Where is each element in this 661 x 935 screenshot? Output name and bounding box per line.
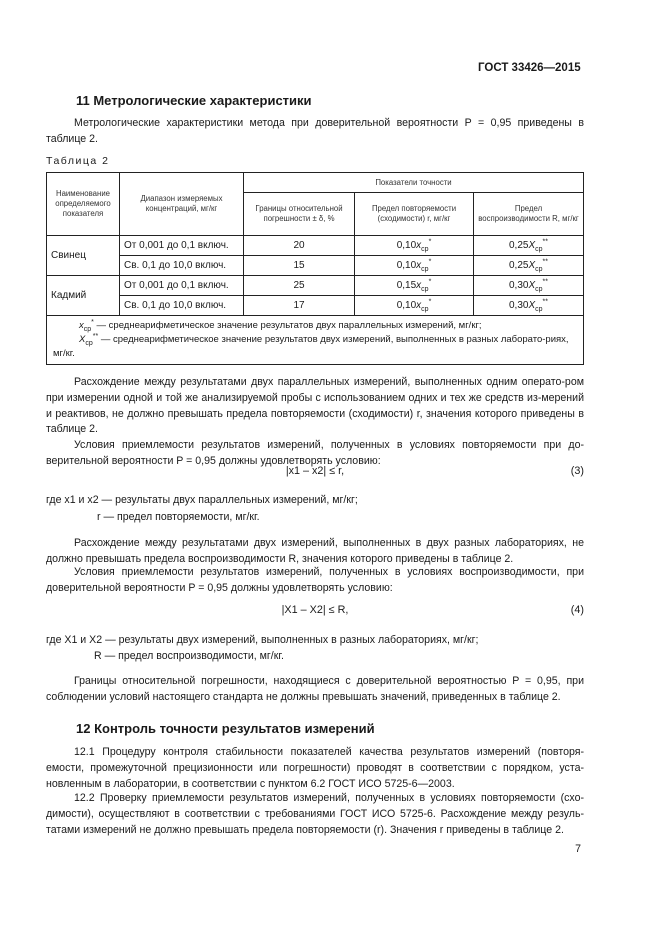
section-12-1: 12.1 Процедуру контроля стабильности показателей качества результатов измерений (повторя-емости, промежуточной прецизионности или погрешности) проводят в соответствии с порядком, уста-новленным в лаборатории, в соответствии с пунктом 6.2 ГОСТ ИСО 5725-6—2003. bbox=[46, 746, 584, 790]
where-3-line-2: r — предел повторяемости, мг/кг. bbox=[97, 511, 260, 523]
body-paragraph-1: Расхождение между результатами двух параллельных измерений, выполненных одним операто-ром при измерении одной и той же анализируемой пробы с использованием одних и тех же средств из-мерений и реактивов, не должно превышать предела повторяемости (сходимости) r, значения которого приведены в таблице 2. bbox=[46, 376, 584, 436]
cell-range: Св. 0,1 до 10,0 включ. bbox=[120, 296, 244, 316]
table-row bbox=[47, 256, 584, 276]
standard-number: ГОСТ 33426—2015 bbox=[478, 62, 581, 74]
body-paragraph-4: Условия приемлемости результатов измерений, полученных в условиях воспроизводимости, при доверительной вероятности P = 0,95 должны удовлетворять условию: bbox=[46, 566, 584, 594]
cell-name: Кадмий bbox=[47, 276, 120, 316]
cell-delta: 15 bbox=[244, 256, 355, 276]
cell-repro: $0,30X_{ср}^{**}$ bbox=[474, 296, 584, 316]
table-note-1: $x_{ср}^*$ — среднеарифметическое значение результатов двух параллельных измерений, мг/кг; bbox=[79, 318, 482, 333]
cell-repeat: $0,15x_{ср}^*$ bbox=[355, 276, 474, 296]
table-row bbox=[47, 276, 584, 296]
cell-repeat: $0,10x_{ср}^*$ bbox=[355, 236, 474, 256]
cell-range: Св. 0,1 до 10,0 включ. bbox=[120, 256, 244, 276]
col-head-repeat: Предел повторяемости (сходимости) r, мг/кг bbox=[355, 193, 474, 236]
formula-3-expression: |x1 – x2| ≤ r, bbox=[285, 465, 345, 477]
body-paragraph-3: Расхождение между результатами двух измерений, выполненных в двух разных лабораториях, не должно превышать предела воспроизводимости R, значения которого приведены в таблице 2. bbox=[46, 537, 584, 565]
section-12-2: 12.2 Проверку приемлемости результатов измерений, полученных в условиях повторяемости (схо-димости), осуществляют в соответствии с требованиями ГОСТ ИСО 5725-6. Расхождение между резуль-татами измерений не должно превышать предела повторяемости (r). Значения r приведены в таблице 2. bbox=[46, 792, 584, 836]
cell-name: Свинец bbox=[47, 236, 120, 276]
col-head-group: Показатели точности bbox=[244, 173, 584, 193]
section-11-title: 11 Метрологические характеристики bbox=[76, 93, 312, 108]
metrology-table bbox=[46, 172, 584, 365]
formula-4-number: (4) bbox=[570, 604, 584, 616]
cell-repro: $0,25X_{ср}^{**}$ bbox=[474, 256, 584, 276]
table-notes bbox=[47, 316, 584, 365]
cell-range: От 0,001 до 0,1 включ. bbox=[120, 276, 244, 296]
table-row bbox=[47, 236, 584, 256]
where-4-line-1: где X1 и X2 — результаты двух измерений, выполненных в разных лабораториях, мг/кг; bbox=[46, 634, 479, 646]
section-11-intro: Метрологические характеристики метода при доверительной вероятности P = 0,95 приведены в таблице 2. bbox=[46, 117, 584, 145]
cell-delta: 20 bbox=[244, 236, 355, 256]
col-head-range: Диапазон измеряемых концентраций, мг/кг bbox=[120, 173, 244, 236]
where-4-line-2: R — предел воспроизводимости, мг/кг. bbox=[94, 650, 284, 662]
col-head-name: Наименование определяемого показателя bbox=[47, 173, 120, 236]
cell-repeat: $0,10x_{ср}^*$ bbox=[355, 256, 474, 276]
cell-range: От 0,001 до 0,1 включ. bbox=[120, 236, 244, 256]
cell-delta: 17 bbox=[244, 296, 355, 316]
table-note-2: $X_{ср}^{**}$ — среднеарифметическое значение результатов двух измерений, выполненных в разных лаборато-риях, мг/кг. bbox=[53, 332, 569, 359]
cell-repeat: $0,10x_{ср}^*$ bbox=[355, 296, 474, 316]
col-head-bounds: Границы относительной погрешности ± δ, % bbox=[244, 193, 355, 236]
where-3-line-1: где x1 и x2 — результаты двух параллельных измерений, мг/кг; bbox=[46, 494, 358, 506]
page-number: 7 bbox=[575, 843, 581, 855]
formula-3-number: (3) bbox=[570, 465, 584, 477]
table-caption: Таблица 2 bbox=[46, 155, 110, 167]
body-paragraph-2: Условия приемлемости результатов измерений, полученных в условиях повторяемости при до-верительной вероятности P = 0,95 должны удовлетворять условию: bbox=[46, 439, 584, 467]
formula-4-expression: |X1 – X2| ≤ R, bbox=[281, 604, 349, 616]
table-row bbox=[47, 296, 584, 316]
cell-delta: 25 bbox=[244, 276, 355, 296]
section-12-title: 12 Контроль точности результатов измерений bbox=[76, 721, 375, 736]
cell-repro: $0,25X_{ср}^{**}$ bbox=[474, 236, 584, 256]
body-paragraph-5: Границы относительной погрешности, находящиеся с доверительной вероятностью P = 0,95, при соблюдении условий настоящего стандарта не должны превышать значений, приведенных в таблице 2. bbox=[46, 675, 584, 703]
cell-repro: $0,30X_{ср}^{**}$ bbox=[474, 276, 584, 296]
col-head-repro: Предел воспроизводимости R, мг/кг bbox=[474, 193, 584, 236]
